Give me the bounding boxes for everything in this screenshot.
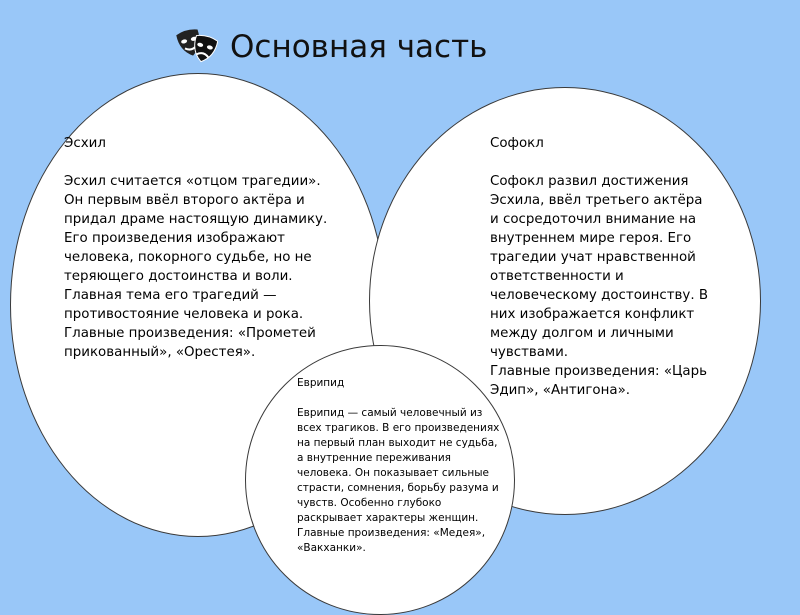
- page-title: [176, 24, 487, 70]
- page-title-text: Основная часть: [230, 29, 488, 65]
- euripides-section: [297, 376, 502, 556]
- sophocles-description: Софокл развил достижения Эсхила, ввёл третьего актёра и сосредоточил внимание на внутреннем мире героя. Его трагедии учат нравственной ответственности и человеческому достоинству. В них изображается конфликт между долгом и личными чувствами.: [490, 174, 709, 360]
- euripides-description: Еврипид — самый человечный из всех трагиков. В его произведениях на первый план выходит не судьба, а внутренние переживания человека. Он показывает сильные страсти, сомнения, борьбу разума и чувств. Особенно глубоко раскрывает характеры женщин.: [297, 407, 500, 524]
- theater-masks-icon: [176, 26, 218, 68]
- aeschylus-description: Эсхил считается «отцом трагедии». Он первым ввёл второго актёра и придал драме настоящую динамику. Его произведения изображают человека, покорного судьбе, но не теряющего достоинства и воли. Главная тема его трагедий — противостояние человека и рока.: [64, 174, 328, 322]
- euripides-works: Главные произведения: «Медея», «Вакханки».: [297, 527, 486, 554]
- aeschylus-works: Главные произведения: «Прометей прикованный», «Орестея».: [64, 326, 316, 360]
- sophocles-works: Главные произведения: «Царь Эдип», «Антигона».: [490, 364, 708, 398]
- euripides-name: Еврипид: [297, 377, 345, 389]
- sophocles-section: [490, 134, 715, 400]
- aeschylus-section: [64, 134, 334, 362]
- sophocles-name: Софокл: [490, 136, 544, 151]
- aeschylus-name: Эсхил: [64, 136, 106, 151]
